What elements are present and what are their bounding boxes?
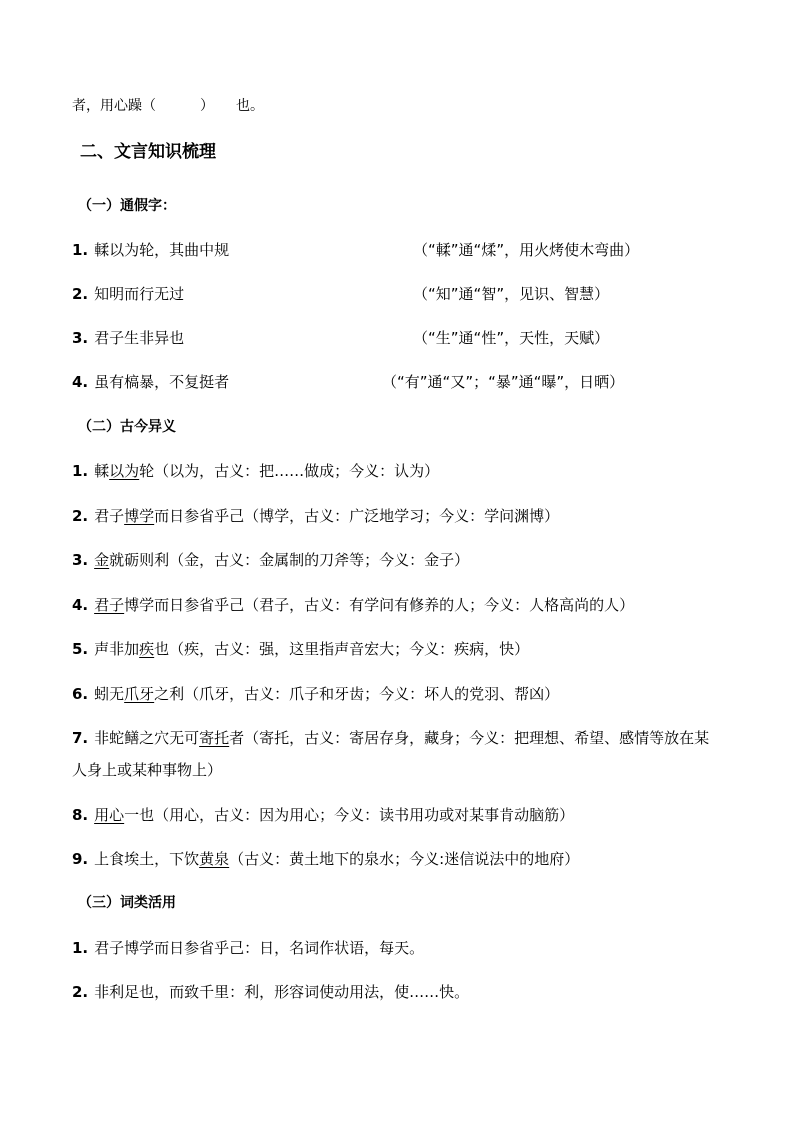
gujin-item: 9. 上食埃土，下饮黄泉（古义：黄土地下的泉水；今义:迷信说法中的地府） [72,850,580,868]
gujin-item: 5. 声非加疾也（疾，古义：强，这里指声音宏大；今义：疾病，快） [72,640,530,658]
blank-close: ） [200,98,214,114]
underlined-term: 博学 [124,507,155,525]
underlined-term: 金 [94,551,110,569]
tongjia-item: 3. 君子生非异也 （“生”通“性”，天性，天赋） [72,329,610,347]
cilei-item: 1. 君子博学而日参省乎己：日，名词作状语，每天。 [72,939,425,957]
underlined-term: 黄泉 [199,850,230,868]
underlined-term: 君子 [94,596,125,614]
underlined-term: 用心 [94,806,125,824]
tongjia-item: 1. 輮以为轮，其曲中规 （“輮”通“煣”，用火烤使木弯曲） [72,241,640,259]
gujin-item: 4. 君子博学而日参省乎己（君子，古义：有学问有修养的人；今义：人格高尚的人） [72,596,635,614]
underlined-term: 爪牙 [124,685,155,703]
fill-in-blank-line [72,96,264,116]
gujin-item: 7. 非蛇鳝之穴无可寄托者（寄托，古义：寄居存身，藏身；今义：把理想、希望、感情等放在某人身上或某种事物上） [72,729,710,779]
gujin-item: 1. 輮以为轮（以为，古义：把……做成；今义：认为） [72,462,440,480]
gujin-heading: （二）古今异义 [78,419,176,435]
underlined-term: 疾 [139,640,155,658]
tongjia-item: 4. 虽有槁暴，不复挺者 （“有”通“又”；“暴”通“曝”，日晒） [72,373,625,391]
cilei-item: 2. 非利足也，而致千里：利，形容词使动用法，使……快。 [72,983,470,1001]
gujin-item: 2. 君子博学而日参省乎己（博学，古义：广泛地学习；今义：学问渊博） [72,507,560,525]
blank-prefix: 者，用心躁（ [72,98,156,114]
section-title: 二、文言知识梳理 [80,142,216,162]
underlined-term: 以为 [109,462,140,480]
cilei-heading: （三）词类活用 [78,895,176,911]
gujin-item: 6. 蚓无爪牙之利（爪牙，古义：爪子和牙齿；今义：坏人的党羽、帮凶） [72,685,560,703]
tongjia-heading: （一）通假字： [78,198,176,214]
blank-suffix: 也。 [236,98,264,114]
gujin-item: 8. 用心一也（用心，古义：因为用心；今义：读书用功或对某事肯动脑筋） [72,806,575,824]
tongjia-item: 2. 知明而行无过 （“知”通“智”，见识、智慧） [72,285,610,303]
gujin-item: 3. 金就砺则利（金，古义：金属制的刀斧等；今义：金子） [72,551,470,569]
underlined-term: 寄托 [199,729,230,747]
